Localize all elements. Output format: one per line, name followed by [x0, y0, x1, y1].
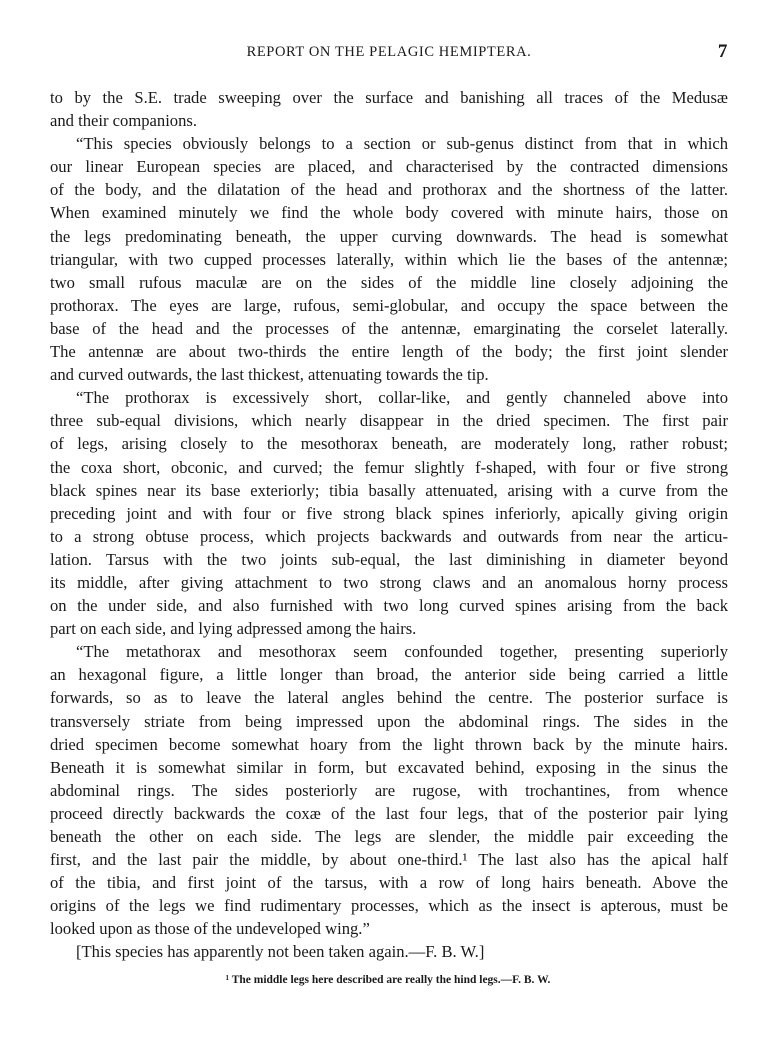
text-line: triangular, with two cupped processes laterally, within which lie the bases of the antennæ;	[50, 249, 728, 269]
text-line: its middle, after giving attachment to two strong claws and an anomalous horny process	[50, 572, 728, 592]
text-line: prothorax. The eyes are large, rufous, semi-globular, and occupy the space between the	[50, 295, 728, 315]
text-line: of legs, arising closely to the mesothorax beneath, are moderately long, rather robust;	[50, 434, 728, 454]
running-title: REPORT ON THE PELAGIC HEMIPTERA.	[246, 44, 532, 60]
text-line: “This species obviously belongs to a section or sub-genus distinct from that in which	[76, 134, 728, 154]
text-line: and curved outwards, the last thickest, attenuating towards the tip.	[50, 365, 489, 385]
text-line: “The metathorax and mesothorax seem confounded together, presenting superiorly	[76, 642, 728, 662]
text-line: The antennæ are about two-thirds the entire length of the body; the first joint slender	[50, 342, 728, 362]
text-line: transversely striate from being impressed upon the abdominal rings. The sides in the	[50, 711, 728, 731]
text-line: our linear European species are placed, and characterised by the contracted dimensions	[50, 157, 728, 177]
text-line: two small rufous maculæ are on the sides of the middle line closely adjoining the	[50, 272, 728, 292]
text-line: three sub-equal divisions, which nearly disappear in the dried specimen. The first pair	[50, 411, 728, 431]
text-line: forwards, so as to leave the lateral angles behind the centre. The posterior surface is	[50, 688, 728, 708]
text-line: beneath the other on each side. The legs are slender, the middle pair exceeding the	[50, 827, 728, 846]
text-line: an hexagonal figure, a little longer than broad, the anterior side being carried a little	[50, 665, 728, 685]
text-line: “The prothorax is excessively short, collar-like, and gently channeled above into	[76, 388, 728, 408]
text-line: origins of the legs we find rudimentary processes, which as the insect is apterous, must be	[50, 896, 728, 916]
text-line: and their companions.	[50, 111, 198, 131]
text-line: first, and the last pair the middle, by about one-third.¹ The last also has the apical half	[50, 850, 728, 870]
body-text	[50, 86, 728, 964]
text-line: dried specimen become somewhat hoary from the light thrown back by the minute hairs.	[50, 734, 728, 754]
text-line: the legs predominating beneath, the upper curving downwards. The head is somewhat	[50, 226, 728, 246]
page-number: 7	[717, 41, 728, 62]
text-line: on the under side, and also furnished with two long curved spines arising from the back	[50, 596, 728, 616]
text-line: to by the S.E. trade sweeping over the surface and banishing all traces of the Medusæ	[50, 88, 728, 107]
text-line: part on each side, and lying adpressed among the hairs.	[50, 619, 417, 639]
text-line: lation. Tarsus with the two joints sub-equal, the last diminishing in diameter beyond	[50, 549, 728, 569]
text-line: base of the head and the processes of the antennæ, emarginating the corselet laterally.	[50, 318, 728, 338]
text-line: to a strong obtuse process, which projects backwards and outwards from near the articu-	[50, 526, 728, 546]
text-line: preceding joint and with four or five strong black spines inferiorly, apically giving origin	[50, 503, 728, 523]
running-header	[50, 41, 728, 66]
text-line: Beneath it is somewhat similar in form, but excavated behind, exposing in the sinus the	[50, 757, 728, 777]
text-line: looked upon as those of the undeveloped wing.”	[50, 919, 370, 939]
text-line: of the body, and the dilatation of the head and prothorax and the shortness of the latter.	[50, 180, 728, 200]
footnote: ¹ The middle legs here described are really the hind legs.—F. B. W.	[225, 974, 551, 986]
text-line: [This species has apparently not been taken again.—F. B. W.]	[76, 942, 485, 962]
text-line: of the tibia, and first joint of the tarsus, with a row of long hairs beneath. Above the	[50, 873, 728, 893]
text-line: black spines near its base exteriorly; tibia basally attenuated, arising with a curve from the	[50, 480, 728, 500]
text-line: the coxa short, obconic, and curved; the femur slightly f-shaped, with four or five strong	[50, 457, 728, 477]
text-line: proceed directly backwards the coxæ of the last four legs, that of the posterior pair lying	[50, 803, 728, 823]
text-line: abdominal rings. The sides posteriorly are rugose, with trochantines, from whence	[50, 780, 728, 800]
text-line: When examined minutely we find the whole body covered with minute hairs, those on	[50, 203, 728, 223]
